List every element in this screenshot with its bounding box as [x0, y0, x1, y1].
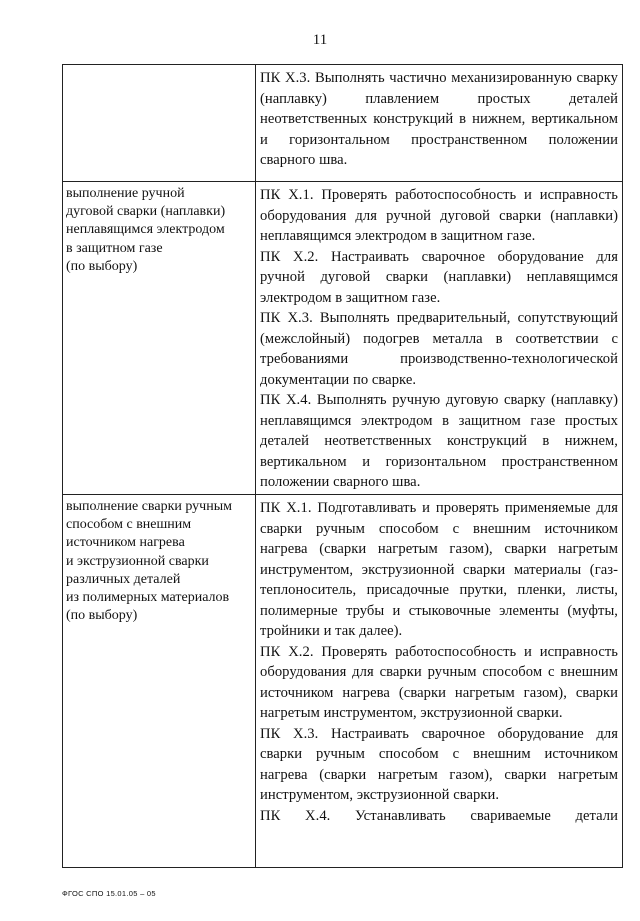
competency-paragraph: ПК Х.3. Выполнять предварительный, сопутствующий (межслойный) подогрев металла в соответствии с требованиями производственно-технологической документации по сварке. [260, 310, 618, 388]
competency-paragraph: ПК Х.3. Настраивать сварочное оборудование для сварки ручным способом с внешним источником нагрева (сварки нагретым газом), сварки нагретым инструментом, экструзионной сварки. [260, 725, 618, 803]
activity-line: выполнение ручной [66, 186, 185, 201]
activity-line: выполнение сварки ручным [66, 499, 232, 514]
activity-line: способом с внешним [66, 517, 192, 533]
table-row [63, 495, 623, 868]
activity-line: из полимерных материалов [66, 590, 230, 606]
activity-cell [63, 182, 256, 495]
table-row [63, 182, 623, 495]
table-row [63, 65, 623, 182]
activity-line: (по выбору) [66, 258, 138, 274]
competency-paragraph: ПК Х.4. Устанавливать свариваемые детали [260, 807, 618, 824]
activity-line: (по выбору) [66, 608, 138, 624]
competency-paragraph: ПК Х.2. Проверять работоспособность и исправность оборудования для сварки ручным способом с внешним источником нагрева (сварки нагретым газом), сварки нагретым инструментом, экструзионной сварки. [260, 643, 618, 721]
competency-paragraph: ПК Х.1. Подготавливать и проверять применяемые для сварки ручным способом с внешним источником нагрева (сварки нагретым газом), сварки нагретым инструментом, экструзионной сварки материалы (газ-теплоноситель, присадочные прутки, пленки, листы, полимерные трубы и стыковочные элементы (муфты, тройники и так далее). [260, 500, 618, 639]
competencies-cell [256, 495, 623, 868]
competency-paragraph: ПК Х.1. Проверять работоспособность и исправность оборудования для ручной дуговой сварки (наплавки) неплавящимся электродом в защитном газе. [260, 187, 618, 244]
activity-name [66, 185, 252, 276]
competency-paragraph: ПК Х.4. Выполнять ручную дуговую сварку (наплавку) неплавящимся электродом в защитном газе простых деталей неответственных конструкций в нижнем, вертикальном и горизонтальном пространственном положении сварного шва. [260, 392, 618, 490]
activity-cell [63, 495, 256, 868]
competency-paragraph: ПК Х.3. Выполнять частично механизированную сварку (наплавку) плавлением простых деталей неответственных конструкций в нижнем, вертикальном и горизонтальном пространственном положении сварного шва. [260, 70, 618, 168]
document-footer: ФГОС СПО 15.01.05 – 05 [62, 889, 156, 898]
activity-line: в защитном газе [66, 240, 163, 256]
competencies-cell [256, 65, 623, 182]
competencies-table [62, 64, 623, 868]
activity-name [66, 498, 252, 625]
competencies-cell [256, 182, 623, 495]
activity-line: дуговой сварки (наплавки) [66, 204, 226, 220]
activity-line: и экструзионной сварки [66, 553, 209, 569]
activity-cell [63, 65, 256, 182]
activity-line: неплавящимся электродом [66, 222, 225, 238]
page-number: 11 [312, 32, 328, 48]
activity-line: источником нагрева [66, 535, 185, 551]
activity-line: различных деталей [66, 571, 181, 587]
competency-paragraph: ПК Х.2. Настраивать сварочное оборудование для ручной дуговой сварки (наплавки) неплавящимся электродом в защитном газе. [260, 248, 618, 306]
